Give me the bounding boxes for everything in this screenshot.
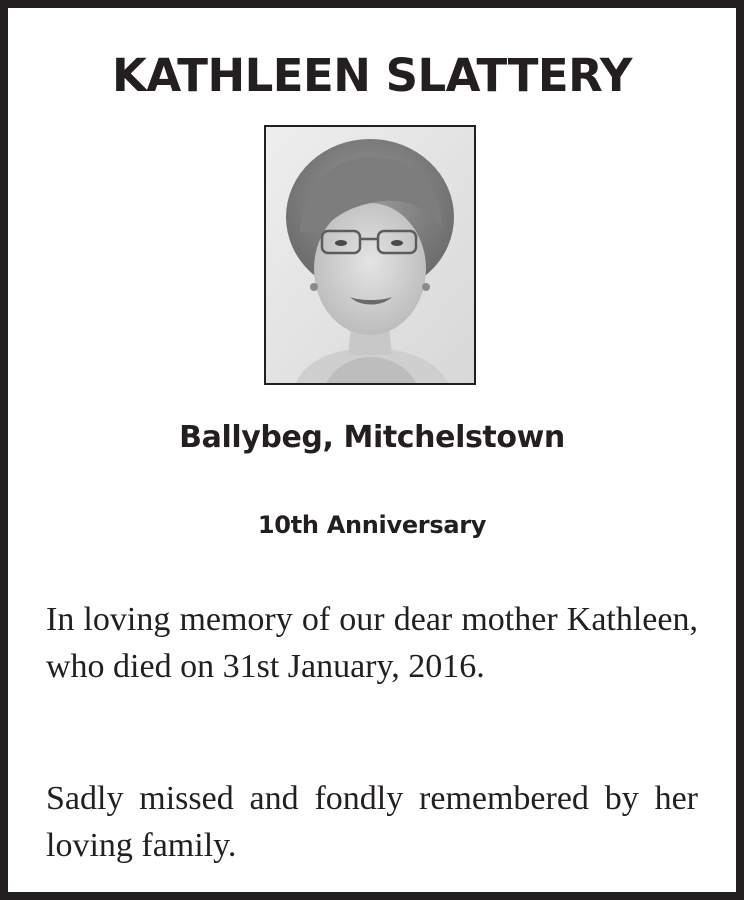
portrait-photo [264, 125, 476, 385]
remembrance-paragraph: Sadly missed and fondly remembered by her loving family. [46, 780, 698, 864]
portrait-image [266, 127, 474, 383]
memorial-paragraph: In loving memory of our dear mother Kathleen, who died on 31st January, 2016. [46, 601, 698, 685]
anniversary-heading: 10th Anniversary [257, 511, 487, 539]
deceased-name: KATHLEEN SLATTERY [112, 49, 632, 102]
location-heading: Ballybeg, Mitchelstown [179, 420, 565, 455]
